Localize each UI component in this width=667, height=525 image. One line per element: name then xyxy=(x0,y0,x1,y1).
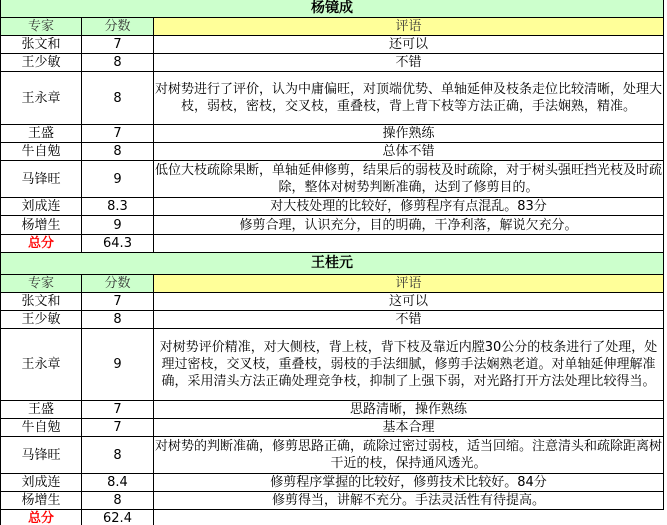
table-row xyxy=(1,36,664,54)
section-title-row xyxy=(1,253,664,275)
comment-cell[interactable]: 还可以 xyxy=(154,36,664,54)
expert-cell[interactable]: 马锋旺 xyxy=(1,161,82,198)
table-row xyxy=(1,401,664,419)
expert-cell[interactable]: 王永章 xyxy=(1,72,82,125)
header-expert[interactable]: 专家 xyxy=(1,275,82,293)
empty-cell[interactable] xyxy=(154,235,664,253)
comment-cell[interactable]: 这可以 xyxy=(154,293,664,311)
total-row xyxy=(1,235,664,253)
expert-cell[interactable]: 马锋旺 xyxy=(1,437,82,474)
comment-cell[interactable]: 修剪得当，讲解不充分。手法灵活性有待提高。 xyxy=(154,492,664,510)
table-row xyxy=(1,72,664,125)
comment-cell[interactable]: 不错 xyxy=(154,311,664,329)
comment-cell[interactable]: 对大枝处理的比较好，修剪程序有点混乱。83分 xyxy=(154,198,664,216)
expert-cell[interactable]: 刘成连 xyxy=(1,198,82,216)
expert-cell[interactable]: 杨增生 xyxy=(1,216,82,235)
score-cell[interactable]: 7 xyxy=(82,36,154,54)
table-row xyxy=(1,329,664,401)
section-title[interactable]: 王桂元 xyxy=(1,253,664,275)
score-cell[interactable]: 9 xyxy=(82,216,154,235)
header-row xyxy=(1,275,664,293)
table-row xyxy=(1,143,664,161)
expert-cell[interactable]: 王少敏 xyxy=(1,54,82,72)
score-cell[interactable]: 8 xyxy=(82,492,154,510)
score-cell[interactable]: 7 xyxy=(82,293,154,311)
table-row xyxy=(1,216,664,235)
table-row xyxy=(1,474,664,492)
header-comment[interactable]: 评语 xyxy=(154,18,664,36)
header-expert[interactable]: 专家 xyxy=(1,18,82,36)
score-cell[interactable]: 8.4 xyxy=(82,474,154,492)
section-title[interactable]: 杨镜成 xyxy=(1,0,664,18)
table-row xyxy=(1,161,664,198)
total-label[interactable]: 总分 xyxy=(1,235,82,253)
score-cell[interactable]: 8 xyxy=(82,143,154,161)
table-row xyxy=(1,198,664,216)
comment-cell[interactable]: 对树势的判断准确，修剪思路正确，疏除过密过弱枝，适当回缩。注意清头和疏除距离树干近的枝，保持通风透光。 xyxy=(154,437,664,474)
expert-cell[interactable]: 张文和 xyxy=(1,293,82,311)
empty-cell[interactable] xyxy=(154,510,664,525)
total-row xyxy=(1,510,664,525)
expert-cell[interactable]: 王盛 xyxy=(1,401,82,419)
expert-cell[interactable]: 王少敏 xyxy=(1,311,82,329)
score-cell[interactable]: 8 xyxy=(82,54,154,72)
total-label[interactable]: 总分 xyxy=(1,510,82,525)
table-row xyxy=(1,125,664,143)
header-comment[interactable]: 评语 xyxy=(154,275,664,293)
table-row xyxy=(1,419,664,437)
header-row xyxy=(1,18,664,36)
score-cell[interactable]: 8 xyxy=(82,437,154,474)
table-row xyxy=(1,54,664,72)
comment-cell[interactable]: 操作熟练 xyxy=(154,125,664,143)
score-cell[interactable]: 9 xyxy=(82,161,154,198)
table-row xyxy=(1,437,664,474)
expert-cell[interactable]: 牛自勉 xyxy=(1,143,82,161)
comment-cell[interactable]: 修剪合理，认识充分，目的明确，干净利落，解说欠充分。 xyxy=(154,216,664,235)
comment-cell[interactable]: 对树势评价精准，对大侧枝，背上枝，背下枝及靠近内膛30公分的枝条进行了处理，处理过密枝，交叉枝，重叠枝，弱枝的手法细腻，修剪手法娴熟老道。对单轴延伸理解准确，采用清头方法正确处理竞争枝，抑制了上强下弱，对光路打开方法处理比较得当。 xyxy=(154,329,664,401)
score-cell[interactable]: 8.3 xyxy=(82,198,154,216)
comment-cell[interactable]: 低位大枝疏除果断，单轴延伸修剪，结果后的弱枝及时疏除，对于树头强旺挡光枝及时疏除，整体对树势判断准确，达到了修剪目的。 xyxy=(154,161,664,198)
comment-cell[interactable]: 思路清晰，操作熟练 xyxy=(154,401,664,419)
table-row xyxy=(1,293,664,311)
score-cell[interactable]: 8 xyxy=(82,72,154,125)
expert-cell[interactable]: 牛自勉 xyxy=(1,419,82,437)
score-cell[interactable]: 8 xyxy=(82,311,154,329)
score-cell[interactable]: 7 xyxy=(82,401,154,419)
expert-cell[interactable]: 王盛 xyxy=(1,125,82,143)
comment-cell[interactable]: 不错 xyxy=(154,54,664,72)
comment-cell[interactable]: 总体不错 xyxy=(154,143,664,161)
score-cell[interactable]: 7 xyxy=(82,419,154,437)
header-score[interactable]: 分数 xyxy=(82,18,154,36)
total-score[interactable]: 62.4 xyxy=(82,510,154,525)
header-score[interactable]: 分数 xyxy=(82,275,154,293)
section-title-row xyxy=(1,0,664,18)
score-cell[interactable]: 7 xyxy=(82,125,154,143)
expert-cell[interactable]: 刘成连 xyxy=(1,474,82,492)
comment-cell[interactable]: 修剪程序掌握的比较好，修剪技术比较好。84分 xyxy=(154,474,664,492)
comment-cell[interactable]: 基本合理 xyxy=(154,419,664,437)
table-row xyxy=(1,492,664,510)
expert-cell[interactable]: 张文和 xyxy=(1,36,82,54)
score-cell[interactable]: 9 xyxy=(82,329,154,401)
total-score[interactable]: 64.3 xyxy=(82,235,154,253)
expert-cell[interactable]: 杨增生 xyxy=(1,492,82,510)
comment-cell[interactable]: 对树势进行了评价，认为中庸偏旺，对顶端优势、单轴延伸及枝条走位比较清晰，处理大枝，弱枝，密枝，交叉枝，重叠枝，背上背下枝等方法正确，手法娴熟，精准。 xyxy=(154,72,664,125)
table-row xyxy=(1,311,664,329)
expert-cell[interactable]: 王永章 xyxy=(1,329,82,401)
